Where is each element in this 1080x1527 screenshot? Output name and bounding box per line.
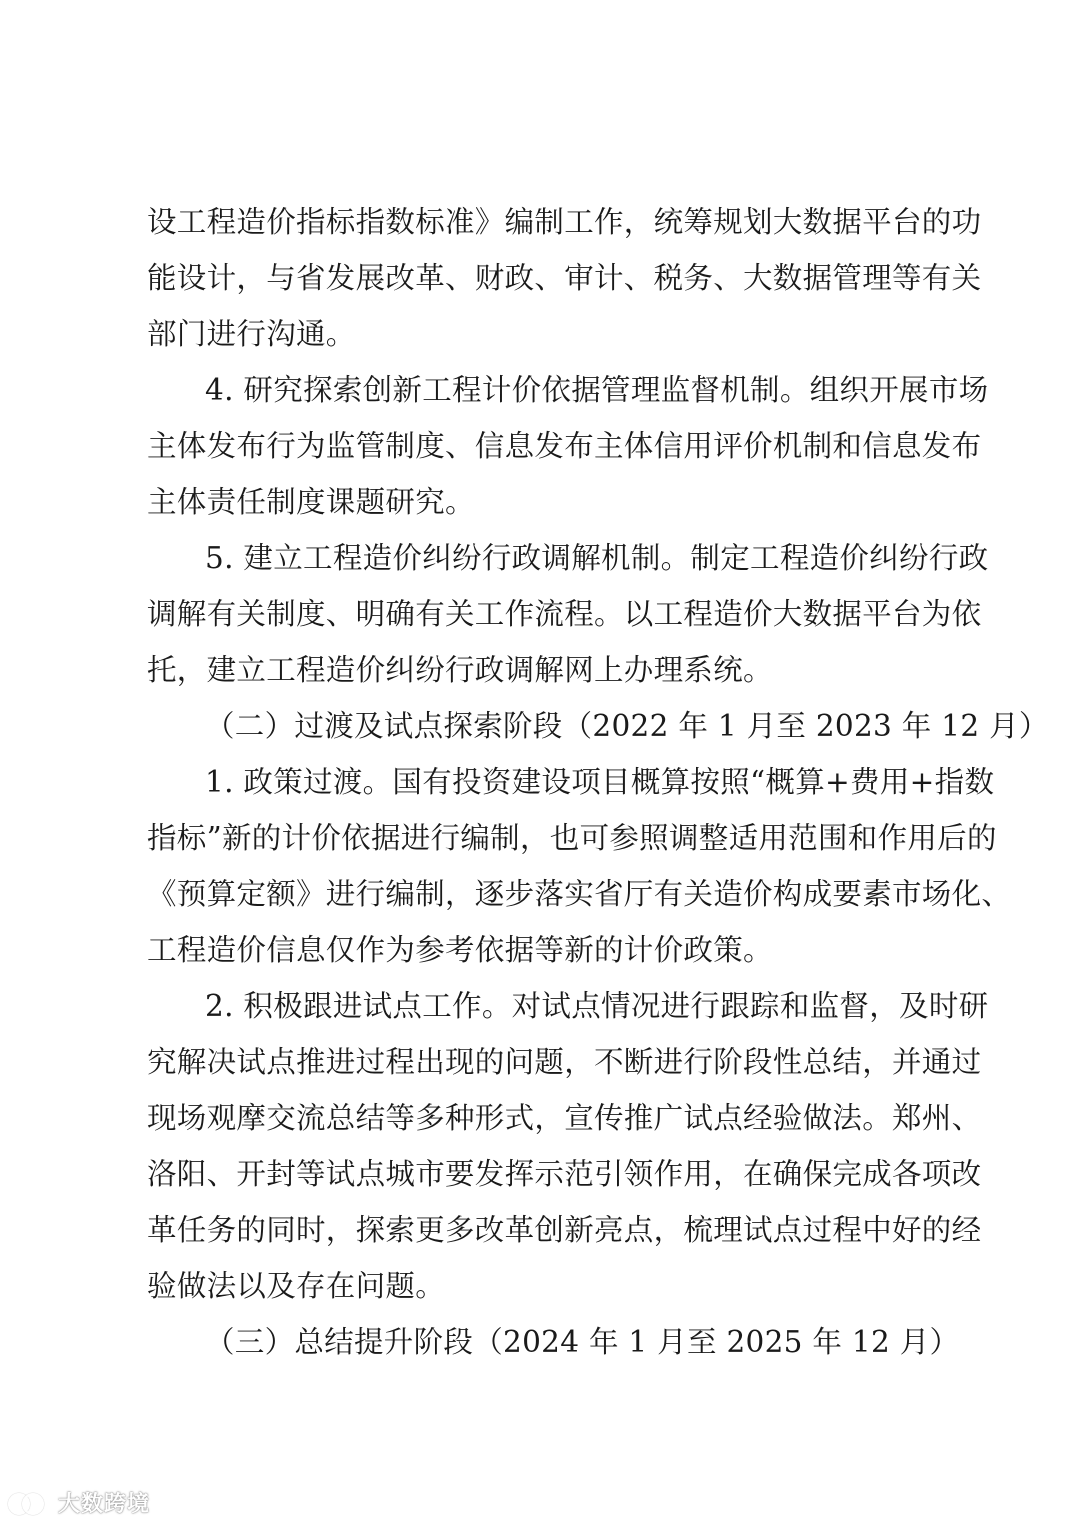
paragraph-line: 托，建立工程造价纠纷行政调解网上办理系统。 [147,653,773,687]
paragraph-line: 调解有关制度、明确有关工作流程。以工程造价大数据平台为依 [147,597,982,631]
paragraph-line: 能设计，与省发展改革、财政、审计、税务、大数据管理等有关 [147,261,982,295]
paragraph-line: 究解决试点推进过程出现的问题，不断进行阶段性总结，并通过 [147,1045,982,1079]
paragraph-line: 5. 建立工程造价纠纷行政调解机制。制定工程造价纠纷行政 [205,541,989,575]
paragraph-line: 1. 政策过渡。国有投资建设项目概算按照“概算+费用+指数 [205,765,995,799]
paragraph-line: 现场观摩交流总结等多种形式，宣传推广试点经验做法。郑州、 [147,1101,982,1135]
paragraph-line: 《预算定额》进行编制，逐步落实省厅有关造价构成要素市场化、 [147,877,1012,911]
paragraph-line: 革任务的同时，探索更多改革创新亮点，梳理试点过程中好的经 [147,1213,982,1247]
paragraph-line: 指标”新的计价依据进行编制，也可参照调整适用范围和作用后的 [147,821,997,855]
paragraph-line: 4. 研究探索创新工程计价依据管理监督机制。组织开展市场 [205,373,989,407]
watermark [8,1484,150,1520]
paragraph-line: 主体责任制度课题研究。 [147,485,475,519]
paragraph-line: 验做法以及存在问题。 [147,1269,446,1303]
paragraph-line: 设工程造价指标指数标准》编制工作，统筹规划大数据平台的功 [147,205,982,239]
paragraph-line: 主体发布行为监管制度、信息发布主体信用评价机制和信息发布 [147,429,982,463]
paragraph-line: 洛阳、开封等试点城市要发挥示范引领作用，在确保完成各项改 [147,1157,982,1191]
section-heading: （三）总结提升阶段（2024 年 1 月至 2025 年 12 月） [205,1325,960,1359]
paragraph-line: 部门进行沟通。 [147,317,356,351]
double-circle-logo-icon [8,1491,52,1513]
watermark-text: 大数跨境 [58,1491,151,1517]
section-heading: （二）过渡及试点探索阶段（2022 年 1 月至 2023 年 12 月） [205,709,1049,743]
paragraph-line: 2. 积极跟进试点工作。对试点情况进行跟踪和监督，及时研 [205,989,989,1023]
paragraph-line: 工程造价信息仅作为参考依据等新的计价政策。 [147,933,773,967]
